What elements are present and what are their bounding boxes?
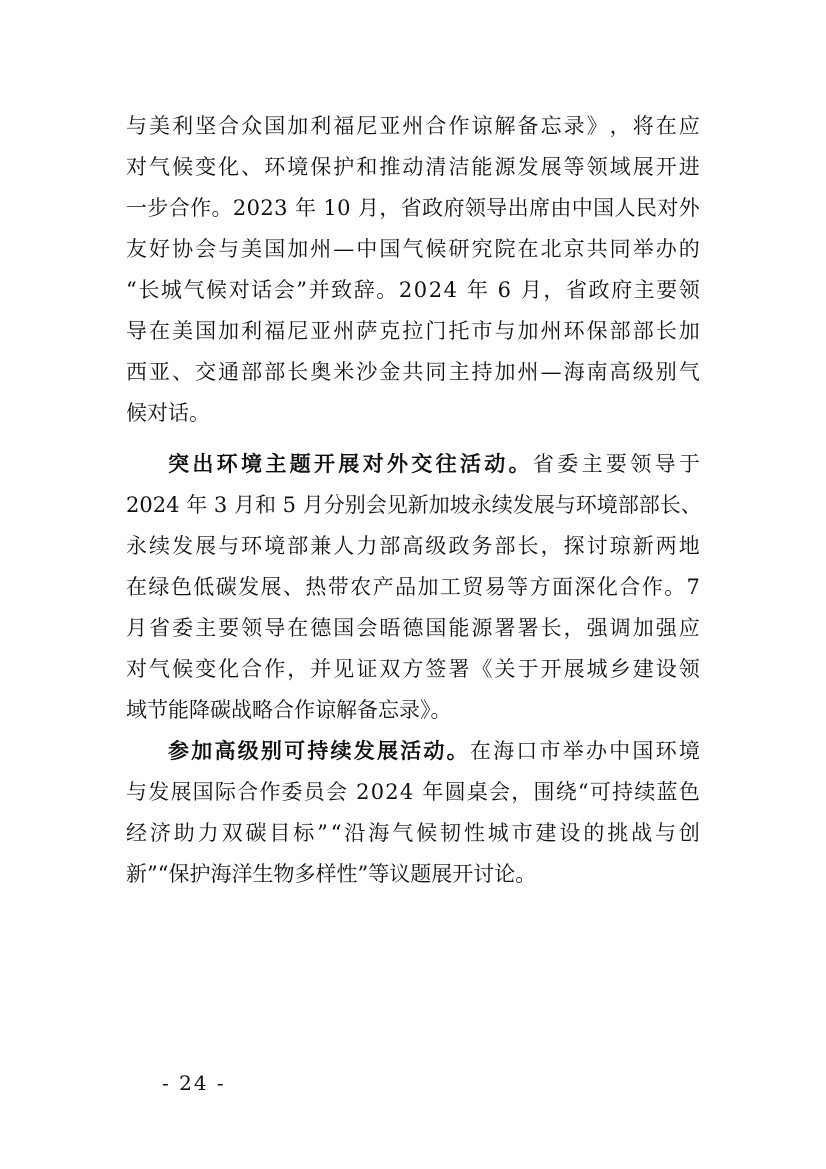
paragraph-2-line-2: 2 0 2 4 年 3 月 和 5 月 分 别 会 见 新 加 坡 永 续 发 展 与 环 境 部 部 长 、 — [126, 493, 702, 517]
paragraph-3-line-3: 经 济 助 力 双 碳 目 标 ” “ 沿 海 气 候 韧 性 城 市 建 设 的 挑 战 与 创 — [126, 821, 700, 845]
paragraph-2-line-1: 突 出 环 境 主 题 开 展 对 外 交 往 活 动 。 省 委 主 要 领 导 于 — [168, 451, 700, 476]
paragraph-2-line-4: 在 绿 色 低 碳 发 展 、 热 带 农 产 品 加 工 贸 易 等 方 面 深 化 合 作 。 7 — [126, 575, 700, 599]
paragraph-1-line-6: 导 在 美 国 加 利 福 尼 亚 州 萨 克 拉 门 托 市 与 加 州 环 保 部 部 长 加 — [126, 319, 700, 343]
paragraph-1-line-2: 对 气 候 变 化 、 环 境 保 护 和 推 动 清 洁 能 源 发 展 等 领 域 展 开 进 — [126, 155, 700, 179]
paragraph-1-line-4: 友 好 协 会 与 美 国 加 州 — 中 国 气 候 研 究 院 在 北 京 共 同 举 办 的 — [126, 237, 700, 261]
paragraph-1-line-8: 候对话。 — [126, 401, 210, 425]
paragraph-3-line-1: 参 加 高 级 别 可 持 续 发 展 活 动 。 在 海 口 市 举 办 中 国 环 境 — [168, 738, 700, 763]
paragraph-1-line-5: “ 长 城 气 候 对 话 会 ” 并 致 辞 。 2 0 2 4 年 6 月 ， 省 政 府 主 要 领 — [126, 278, 700, 302]
paragraph-2-line-3: 永 续 发 展 与 环 境 部 兼 人 力 部 高 级 政 务 部 长 ， 探 讨 琼 新 两 地 — [126, 534, 700, 558]
paragraph-1-line-1: 与 美 利 坚 合 众 国 加 利 福 尼 亚 州 合 作 谅 解 备 忘 录 》 ， 将 在 应 — [126, 114, 700, 138]
paragraph-2-line-6: 对 气 候 变 化 合 作 ， 并 见 证 双 方 签 署 《 关 于 开 展 城 乡 建 设 领 — [126, 657, 700, 681]
paragraph-3-line-4: 新”“保护海洋生物多样性”等议题展开讨论。 — [126, 862, 537, 886]
paragraph-1-line-7: 西 亚 、 交 通 部 部 长 奥 米 沙 金 共 同 主 持 加 州 — 海 南 高 级 别 气 — [126, 360, 700, 384]
page-number: - 24 - — [162, 1071, 226, 1095]
paragraph-1-line-3: 一 步 合 作 。 2 0 2 3 年 1 0 月 ， 省 政 府 领 导 出 席 由 中 国 人 民 对 外 — [126, 196, 700, 220]
paragraph-2-line-7: 域节能降碳战略合作谅解备忘录》。 — [126, 698, 452, 722]
paragraph-2-line-5: 月 省 委 主 要 领 导 在 德 国 会 晤 德 国 能 源 署 署 长 ， 强 调 加 强 应 — [126, 616, 700, 640]
paragraph-3-line-2: 与 发 展 国 际 合 作 委 员 会 2 0 2 4 年 圆 桌 会 ， 围 绕 “ 可 持 续 蓝 色 — [126, 780, 700, 804]
